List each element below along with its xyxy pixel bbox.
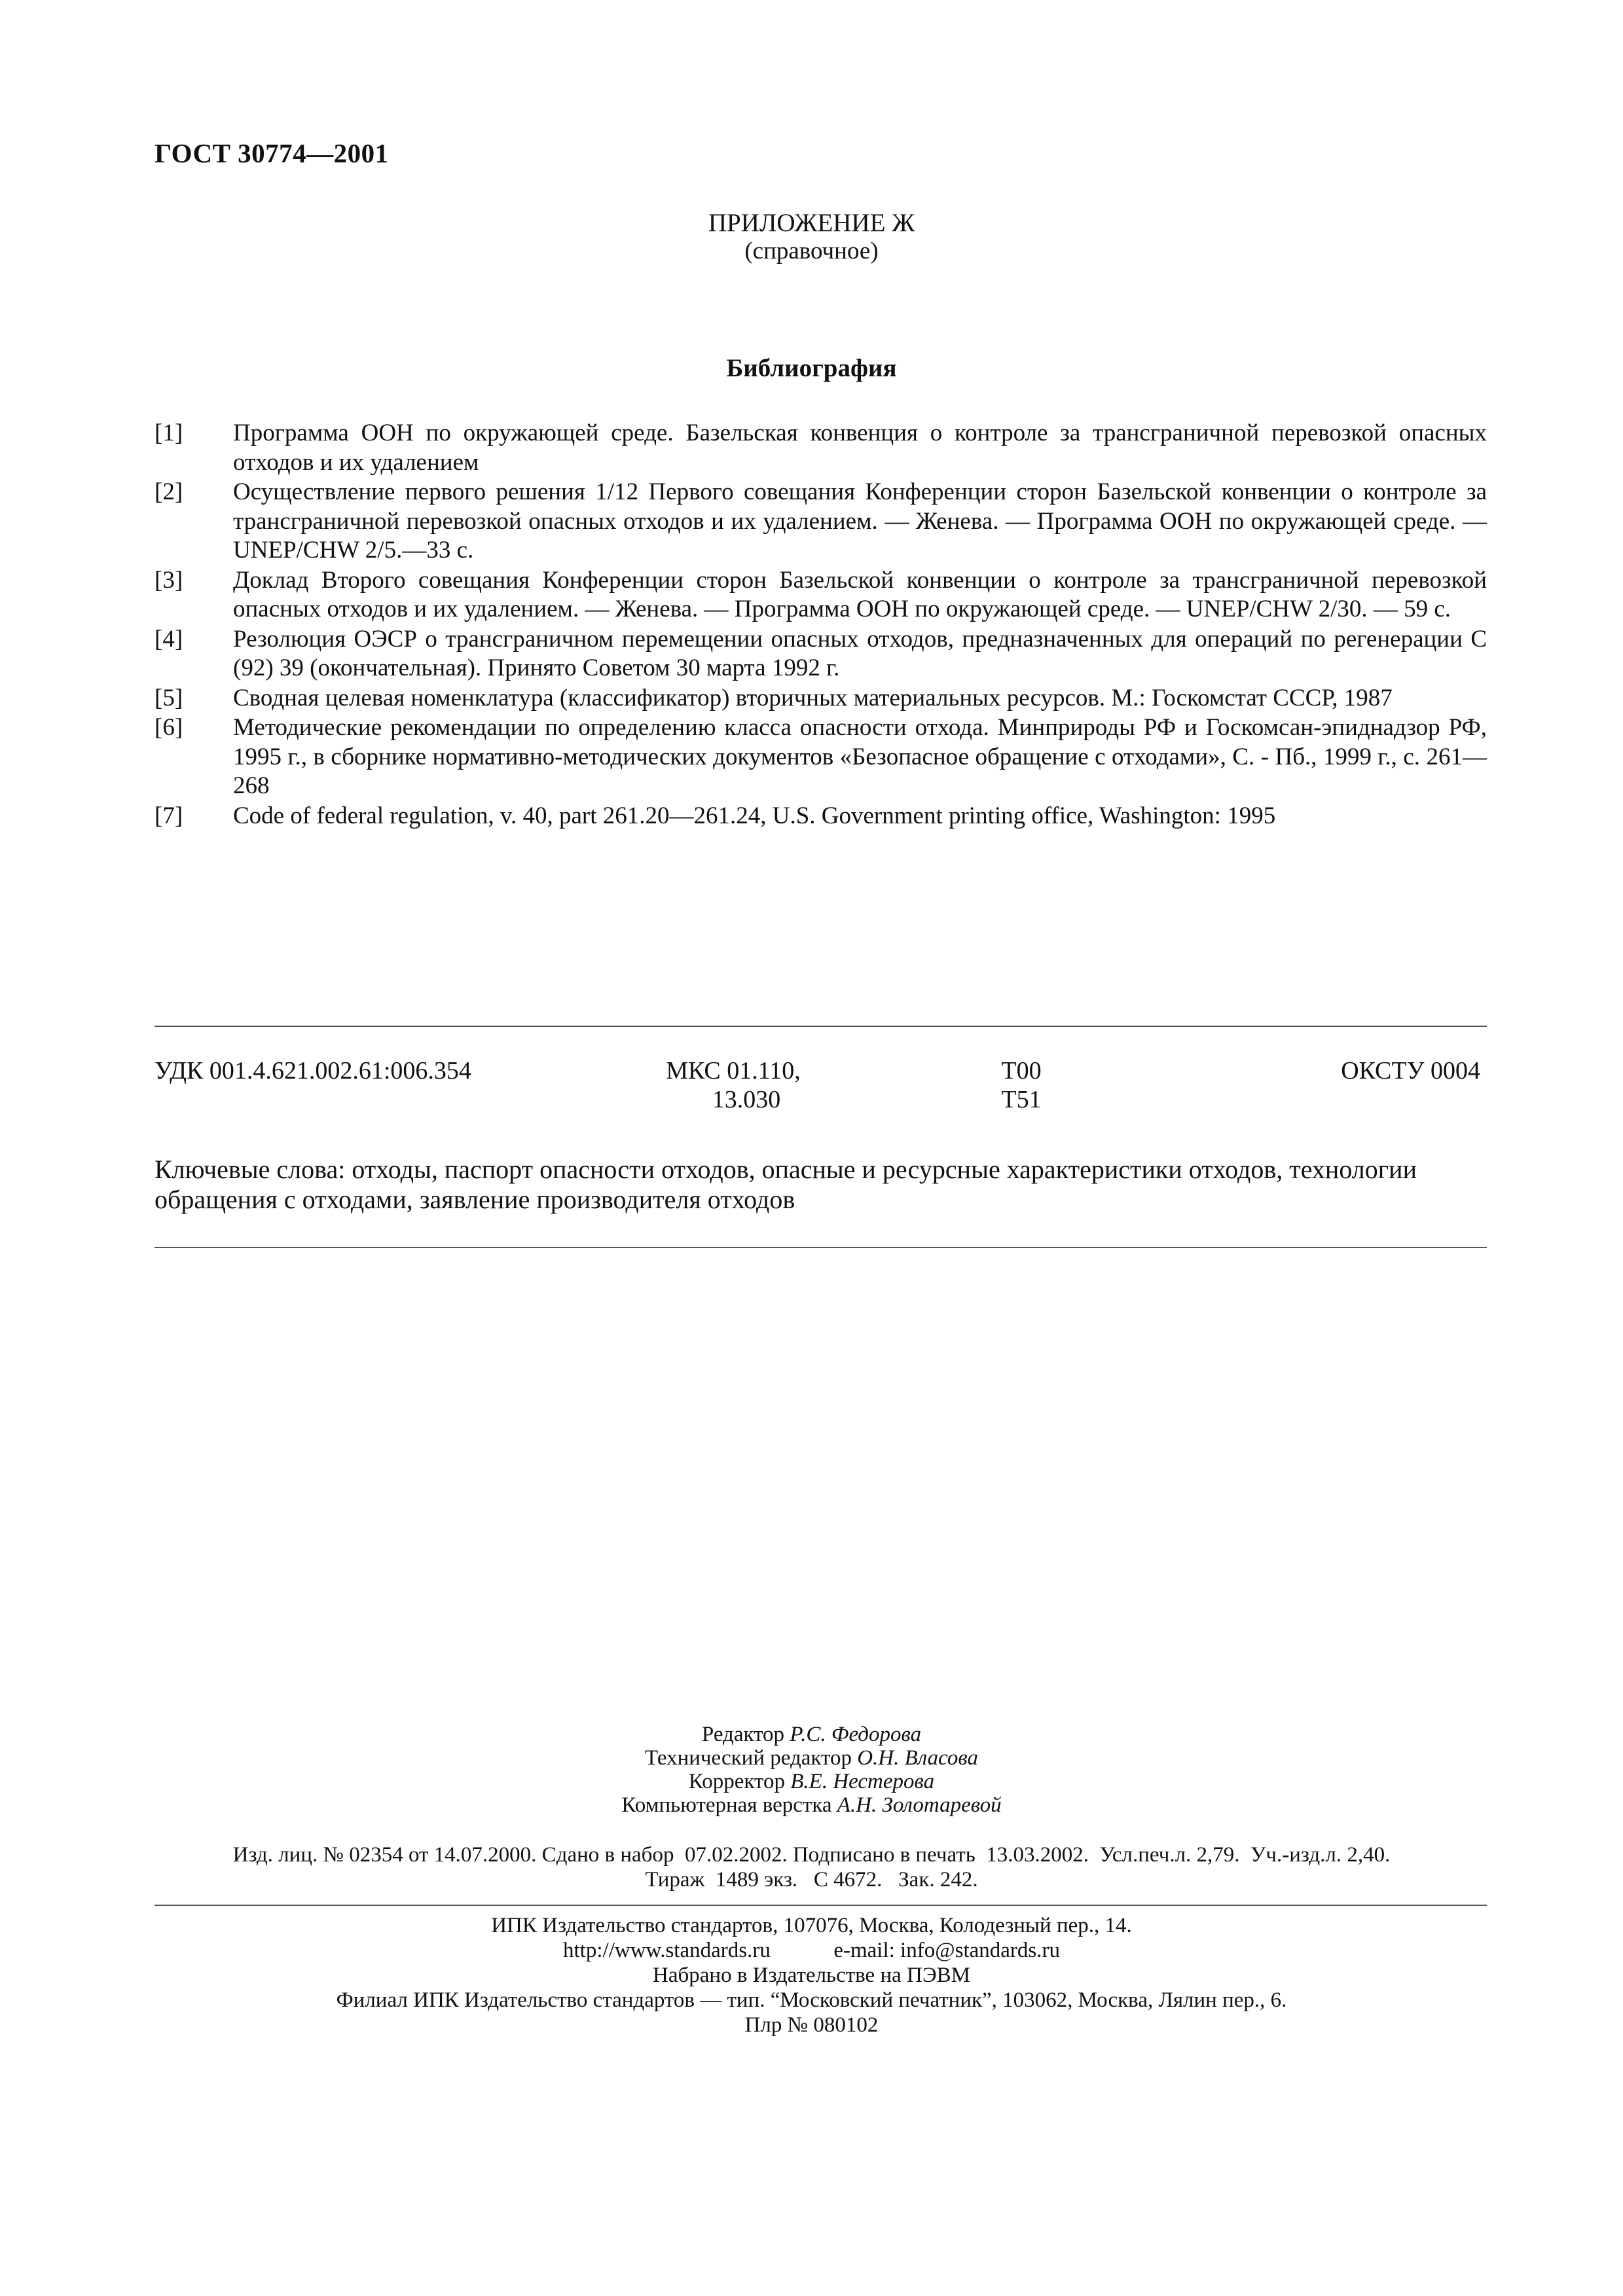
entry-number: [7] bbox=[155, 802, 183, 829]
entry-text: Методические рекомендации по определению класса опасности отхода. Минприроды РФ и Госкомсан-эпиднадзор РФ, 1995 г., в сборнике нормативно-методических документов «Безопасное обращение с отходами», С. - Пб., 1999 г., с. 261—268 bbox=[233, 714, 1487, 799]
appendix-title: ПРИЛОЖЕНИЕ Ж bbox=[708, 209, 915, 237]
entry-number: [2] bbox=[155, 478, 183, 505]
bibliography-list bbox=[155, 419, 1487, 831]
appendix-subtitle: (справочное) bbox=[744, 238, 879, 264]
entry-text: Code of federal regulation, v. 40, part 261.20—261.24, U.S. Government printing office, Washington: 1995 bbox=[233, 802, 1276, 829]
credit-name: В.Е. Нестерова bbox=[790, 1770, 935, 1793]
credit-line bbox=[0, 1770, 1623, 1793]
divider-top bbox=[155, 1026, 1487, 1027]
t-code-line2: Т51 bbox=[1001, 1086, 1042, 1113]
entry-number: [6] bbox=[155, 714, 183, 741]
bibliography-entry bbox=[155, 419, 1487, 477]
publisher-email: e-mail: info@standards.ru bbox=[833, 1939, 1060, 1962]
credit-line bbox=[0, 1746, 1623, 1770]
entry-text: Сводная целевая номенклатура (классификатор) вторичных материальных ресурсов. М.: Госкомстат СССР, 1987 bbox=[233, 684, 1393, 711]
typeset-note: Набрано в Издательстве на ПЭВМ bbox=[653, 1964, 970, 1987]
credit-role: Компьютерная верстка bbox=[621, 1793, 832, 1817]
entry-text: Осуществление первого решения 1/12 Первого совещания Конференции сторон Базельской конвенции о контроле за трансграничной перевозкой опасных отходов и их удалением. — Женева. — Программа ООН по окружающей среде. — UNEP/CHW 2/5.—33 с. bbox=[233, 478, 1487, 564]
print-info-line1: Изд. лиц. № 02354 от 14.07.2000. Сдано в набор 07.02.2002. Подписано в печать 13.03.2002. Усл.печ.л. 2,79. Уч.-изд.л. 2,40. bbox=[232, 1843, 1391, 1867]
entry-number: [3] bbox=[155, 566, 183, 594]
credit-name: О.Н. Власова bbox=[857, 1746, 979, 1770]
credit-name: А.Н. Золотаревой bbox=[837, 1793, 1002, 1817]
credit-role: Технический редактор bbox=[644, 1746, 852, 1770]
entry-number: [1] bbox=[155, 420, 183, 446]
okstu-code: ОКСТУ 0004 bbox=[1341, 1057, 1480, 1085]
printing-house: Филиал ИПК Издательство стандартов — тип. “Московский печатник”, 103062, Москва, Лялин пер., 6. bbox=[336, 1988, 1287, 2012]
bibliography-heading: Библиография bbox=[726, 354, 897, 382]
publisher-contacts bbox=[0, 1939, 1623, 1962]
entry-number: [4] bbox=[155, 625, 183, 653]
publisher-address: ИПК Издательство стандартов, 107076, Москва, Колодезный пер., 14. bbox=[491, 1914, 1132, 1937]
entry-text: Резолюция ОЭСР о трансграничном перемещении опасных отходов, предназначенных для операций по регенерации С (92) 39 (окончательная). Принято Советом 30 марта 1992 г. bbox=[233, 625, 1487, 681]
publisher-website: http://www.standards.ru bbox=[563, 1939, 771, 1962]
entry-text: Программа ООН по окружающей среде. Базельская конвенция о контроле за трансграничной перевозкой опасных отходов и их удалением bbox=[233, 420, 1487, 476]
credit-line bbox=[0, 1723, 1623, 1746]
credit-line bbox=[0, 1793, 1623, 1817]
divider-middle bbox=[155, 1247, 1487, 1248]
license-number: Плр № 080102 bbox=[744, 2013, 879, 2037]
credit-name: Р.С. Федорова bbox=[790, 1723, 922, 1746]
standard-code: ГОСТ 30774—2001 bbox=[155, 138, 389, 168]
mks-code-line1: МКС 01.110, bbox=[666, 1057, 801, 1085]
credit-role: Корректор bbox=[688, 1770, 785, 1793]
keywords-paragraph: Ключевые слова: отходы, паспорт опасности отходов, опасные и ресурсные характеристики отходов, технологии обращения с отходами, заявление производителя отходов bbox=[155, 1155, 1417, 1214]
bibliography-entry bbox=[155, 713, 1487, 801]
entry-number: [5] bbox=[155, 684, 183, 711]
credit-role: Редактор bbox=[701, 1723, 785, 1746]
entry-text: Доклад Второго совещания Конференции сторон Базельской конвенции о контроле за трансграничной перевозкой опасных отходов и их удалением. — Женева. — Программа ООН по окружающей среде. — UNEP/CHW 2/30. — 59 с. bbox=[233, 566, 1487, 622]
udk-code: УДК 001.4.621.002.61:006.354 bbox=[155, 1057, 471, 1085]
bibliography-entry bbox=[155, 684, 1487, 713]
divider-bottom bbox=[155, 1905, 1487, 1906]
bibliography-entry bbox=[155, 802, 1487, 831]
t-code-line1: Т00 bbox=[1001, 1057, 1042, 1085]
print-info-line2: Тираж 1489 экз. С 4672. Зак. 242. bbox=[645, 1868, 978, 1892]
bibliography-entry bbox=[155, 478, 1487, 565]
bibliography-entry bbox=[155, 625, 1487, 683]
bibliography-entry bbox=[155, 566, 1487, 624]
mks-code-line2: 13.030 bbox=[712, 1086, 781, 1113]
